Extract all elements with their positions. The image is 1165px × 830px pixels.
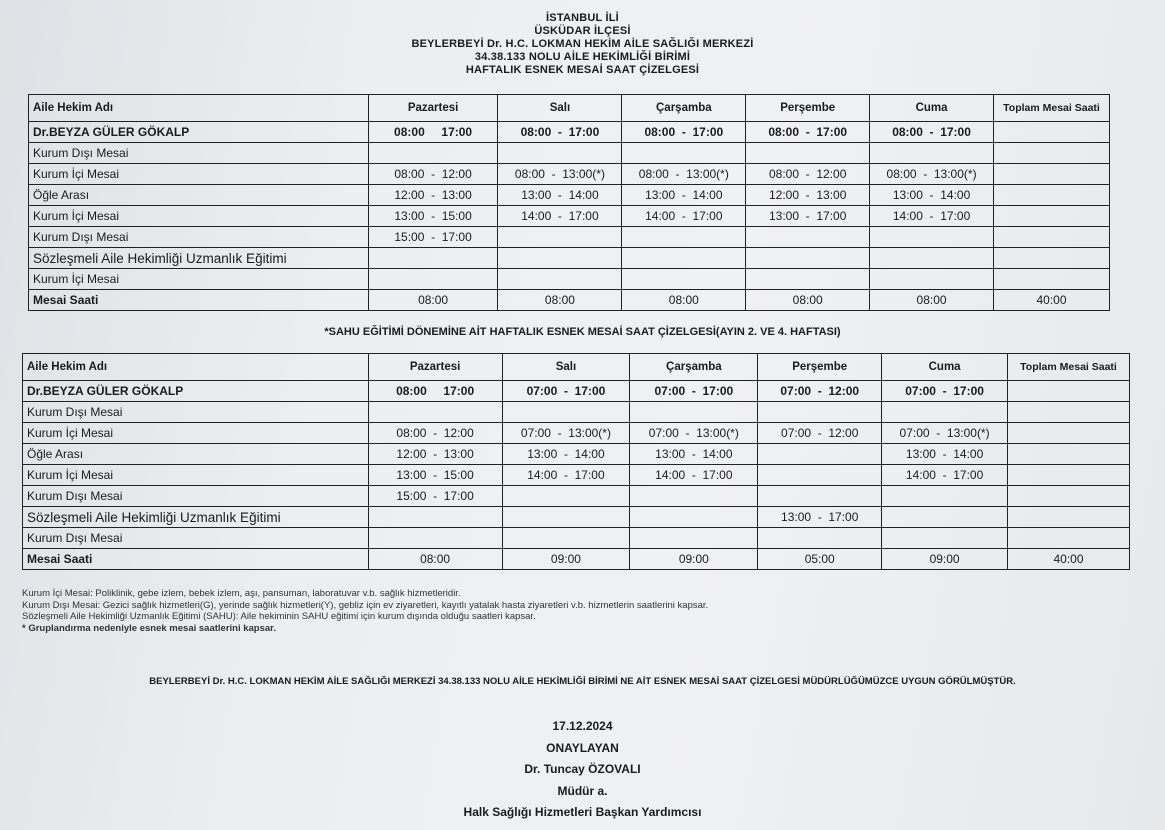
table-cell — [882, 507, 1008, 528]
table-cell — [622, 143, 746, 164]
total-hours-row — [23, 549, 1130, 570]
header-center: BEYLERBEYİ Dr. H.C. LOKMAN HEKİM AİLE SAĞLIĞI MERKEZİ — [411, 38, 754, 50]
table-row — [23, 444, 1130, 465]
table-cell — [622, 227, 746, 248]
table-row — [23, 402, 1130, 423]
table-cell — [994, 206, 1110, 227]
table-cell — [882, 528, 1008, 549]
table-cell — [758, 486, 882, 507]
signatory-name: Dr. Tuncay ÖZOVALI — [524, 762, 641, 776]
table-cell: 07:00 - 12:00 — [758, 423, 882, 444]
table-cell: 08:00 17:00 — [368, 122, 498, 143]
table-cell — [630, 528, 758, 549]
column-header: Cuma — [870, 95, 994, 122]
table-row — [29, 227, 1110, 248]
table-cell: 08:00 - 12:00 — [746, 164, 870, 185]
table-cell — [870, 269, 994, 290]
table-cell — [502, 507, 630, 528]
table-cell — [870, 248, 994, 269]
row-label: Kurum İçi Mesai — [29, 164, 369, 185]
weekly-schedule-table — [28, 94, 1110, 311]
column-header: Pazartesi — [368, 354, 502, 381]
table-cell — [498, 248, 622, 269]
row-label: Öğle Arası — [23, 444, 369, 465]
table-cell: 08:00 - 17:00 — [622, 122, 746, 143]
doctor-row — [29, 122, 1110, 143]
header-district: ÜSKÜDAR İLÇESİ — [534, 25, 631, 37]
table-cell — [758, 444, 882, 465]
row-label: Kurum İçi Mesai — [23, 423, 369, 444]
table-cell — [368, 507, 502, 528]
table-row — [29, 206, 1110, 227]
row-label: Kurum Dışı Mesai — [23, 486, 369, 507]
table-cell — [994, 269, 1110, 290]
table-cell — [502, 486, 630, 507]
table-cell: 09:00 — [630, 549, 758, 570]
table-cell — [994, 248, 1110, 269]
table-cell: 14:00 - 17:00 — [622, 206, 746, 227]
table-header-row — [29, 95, 1110, 122]
table-row — [29, 164, 1110, 185]
table-cell — [1008, 465, 1130, 486]
table-cell: 08:00 - 12:00 — [368, 423, 502, 444]
table-cell — [746, 269, 870, 290]
footnotes — [22, 588, 708, 634]
table-cell: 13:00 - 14:00 — [630, 444, 758, 465]
table-cell — [1008, 486, 1130, 507]
column-header: Perşembe — [746, 95, 870, 122]
column-header: Çarşamba — [622, 95, 746, 122]
table-cell: 07:00 - 13:00(*) — [502, 423, 630, 444]
table-cell: 14:00 - 17:00 — [870, 206, 994, 227]
signature-date: 17.12.2024 — [552, 719, 613, 733]
table-cell — [498, 143, 622, 164]
table-cell: 08:00 - 17:00 — [746, 122, 870, 143]
note-sahu: Sözleşmeli Aile Hekimliği Uzmanlık Eğitimi (SAHU): Aile hekiminin SAHU eğitimi için kurum dışında olduğu saatleri kapsar. — [22, 611, 536, 622]
table-cell — [622, 248, 746, 269]
table-row — [29, 185, 1110, 206]
row-label: Kurum İçi Mesai — [29, 269, 369, 290]
table-cell: 40:00 — [1008, 549, 1130, 570]
table-cell — [1008, 381, 1130, 402]
table-cell: 13:00 - 14:00 — [622, 185, 746, 206]
row-label: Dr.BEYZA GÜLER GÖKALP — [29, 122, 369, 143]
table-cell — [368, 269, 498, 290]
column-header: Perşembe — [758, 354, 882, 381]
table-row — [23, 486, 1130, 507]
column-header: Salı — [502, 354, 630, 381]
row-label: Kurum İçi Mesai — [23, 465, 369, 486]
table-cell: 08:00 - 17:00 — [498, 122, 622, 143]
row-label: Mesai Saati — [23, 549, 369, 570]
note-internal: Kurum İçi Mesai: Poliklinik, gebe izlem, bebek izlem, aşı, pansuman, laboratuvar v.b. sağlık hizmetleridir. — [22, 588, 461, 599]
table-cell: 08:00 — [368, 290, 498, 311]
table-cell: 08:00 — [870, 290, 994, 311]
table-cell: 08:00 - 17:00 — [870, 122, 994, 143]
row-label: Dr.BEYZA GÜLER GÖKALP — [23, 381, 369, 402]
table-cell: 08:00 — [498, 290, 622, 311]
table-cell — [758, 528, 882, 549]
table-cell: 08:00 - 13:00(*) — [870, 164, 994, 185]
note-grouping: * Gruplandırma nedeniyle esnek mesai saatlerini kapsar. — [22, 622, 276, 634]
table-cell: 13:00 - 14:00 — [870, 185, 994, 206]
table-cell — [746, 143, 870, 164]
table-cell: 12:00 - 13:00 — [368, 444, 502, 465]
column-header: Pazartesi — [368, 95, 498, 122]
table-cell — [368, 143, 498, 164]
table-cell — [630, 507, 758, 528]
signatory-title: Müdür a. — [557, 783, 608, 798]
table-cell: 13:00 - 15:00 — [368, 465, 502, 486]
table-cell — [368, 528, 502, 549]
table-cell — [746, 227, 870, 248]
table-row — [29, 269, 1110, 290]
table-cell — [502, 402, 630, 423]
table-cell — [882, 486, 1008, 507]
row-label: Kurum Dışı Mesai — [23, 402, 369, 423]
table-cell: 15:00 - 17:00 — [368, 486, 502, 507]
table-cell: 40:00 — [994, 290, 1110, 311]
table-cell: 14:00 - 17:00 — [630, 465, 758, 486]
row-label: Kurum Dışı Mesai — [23, 528, 369, 549]
table-cell — [630, 486, 758, 507]
table-cell: 08:00 — [368, 549, 502, 570]
header-unit: 34.38.133 NOLU AİLE HEKİMLİĞİ BİRİMİ — [474, 51, 691, 63]
table-cell — [1008, 402, 1130, 423]
doctor-row — [23, 381, 1130, 402]
table-cell — [368, 248, 498, 269]
table-row — [23, 507, 1130, 528]
table-cell: 13:00 - 17:00 — [746, 206, 870, 227]
table-cell: 14:00 - 17:00 — [498, 206, 622, 227]
signatory-position: Halk Sağlığı Hizmetleri Başkan Yardımcısı — [463, 805, 702, 819]
table-cell: 12:00 - 13:00 — [746, 185, 870, 206]
table-cell: 13:00 - 15:00 — [368, 206, 498, 227]
table-cell — [994, 185, 1110, 206]
header-province: İSTANBUL İLİ — [546, 12, 619, 24]
table-row — [23, 528, 1130, 549]
table-cell — [758, 465, 882, 486]
table-cell: 08:00 — [622, 290, 746, 311]
table-cell — [758, 402, 882, 423]
signature-block — [0, 716, 1165, 824]
table-cell — [1008, 507, 1130, 528]
approval-statement: BEYLERBEYİ Dr. H.C. LOKMAN HEKİM AİLE SAĞLIĞI MERKEZİ 34.38.133 NOLU AİLE HEKİMLİĞİ BİRİMİ NE AİT ESNEK MESAİ SAAT ÇİZELGESİ MÜDÜRLÜĞÜMÜZCE UYGUN GÖRÜLMÜŞTÜR. — [149, 676, 1016, 687]
table-cell: 07:00 - 17:00 — [630, 381, 758, 402]
sahu-schedule-title: *SAHU EĞİTİMİ DÖNEMİNE AİT HAFTALIK ESNEK MESAİ SAAT ÇİZELGESİ(AYIN 2. VE 4. HAFTASI) — [324, 326, 841, 338]
table-cell — [746, 248, 870, 269]
table-row — [29, 248, 1110, 269]
table-cell — [502, 528, 630, 549]
table-cell: 15:00 - 17:00 — [368, 227, 498, 248]
row-label: Sözleşmeli Aile Hekimliği Uzmanlık Eğitimi — [23, 507, 369, 528]
table-row — [23, 465, 1130, 486]
table-cell: 05:00 — [758, 549, 882, 570]
table-cell — [368, 402, 502, 423]
table-cell: 07:00 - 13:00(*) — [630, 423, 758, 444]
table-cell — [498, 227, 622, 248]
column-header: Aile Hekim Adı — [29, 95, 369, 122]
table-cell — [1008, 423, 1130, 444]
note-external: Kurum Dışı Mesai: Gezici sağlık hizmetleri(G), yerinde sağlık hizmetleri(Y), gebliz için ev ziyaretleri, kayıtlı yatalak hasta ziyaretleri v.b. hizmetlerin saatlerini kapsar. — [22, 599, 709, 611]
signature-status: ONAYLAYAN — [546, 740, 619, 755]
table-cell — [870, 227, 994, 248]
row-label: Kurum İçi Mesai — [29, 206, 369, 227]
table-cell: 07:00 - 17:00 — [882, 381, 1008, 402]
table-cell: 13:00 - 17:00 — [758, 507, 882, 528]
table-cell: 14:00 - 17:00 — [502, 465, 630, 486]
table-cell: 12:00 - 13:00 — [368, 185, 498, 206]
column-header: Toplam Mesai Saati — [994, 95, 1110, 122]
table-cell: 08:00 — [746, 290, 870, 311]
table-cell — [1008, 528, 1130, 549]
column-header: Çarşamba — [630, 354, 758, 381]
table-cell — [994, 227, 1110, 248]
table-cell — [870, 143, 994, 164]
table-cell: 08:00 - 12:00 — [368, 164, 498, 185]
row-label: Kurum Dışı Mesai — [29, 143, 369, 164]
row-label: Kurum Dışı Mesai — [29, 227, 369, 248]
table-cell: 07:00 - 12:00 — [758, 381, 882, 402]
table-cell — [994, 164, 1110, 185]
table-cell: 13:00 - 14:00 — [498, 185, 622, 206]
table-cell: 07:00 - 13:00(*) — [882, 423, 1008, 444]
table-header-row — [23, 354, 1130, 381]
column-header: Toplam Mesai Saati — [1008, 354, 1130, 381]
table-cell — [994, 143, 1110, 164]
header-title: HAFTALIK ESNEK MESAİ SAAT ÇİZELGESİ — [465, 64, 700, 76]
table-cell: 09:00 — [882, 549, 1008, 570]
table-cell — [882, 402, 1008, 423]
table-cell: 08:00 - 13:00(*) — [498, 164, 622, 185]
total-hours-row — [29, 290, 1110, 311]
table-cell: 13:00 - 14:00 — [502, 444, 630, 465]
table-cell — [498, 269, 622, 290]
table-cell — [630, 402, 758, 423]
row-label: Sözleşmeli Aile Hekimliği Uzmanlık Eğitimi — [29, 248, 369, 269]
table-cell: 13:00 - 14:00 — [882, 444, 1008, 465]
table-row — [23, 423, 1130, 444]
table-cell: 08:00 17:00 — [368, 381, 502, 402]
row-label: Mesai Saati — [29, 290, 369, 311]
sahu-schedule-table — [22, 353, 1130, 570]
column-header: Cuma — [882, 354, 1008, 381]
column-header: Salı — [498, 95, 622, 122]
column-header: Aile Hekim Adı — [23, 354, 369, 381]
document-header — [0, 12, 1165, 77]
table-row — [29, 143, 1110, 164]
table-cell: 14:00 - 17:00 — [882, 465, 1008, 486]
table-cell — [1008, 444, 1130, 465]
table-cell: 08:00 - 13:00(*) — [622, 164, 746, 185]
table-cell: 09:00 — [502, 549, 630, 570]
row-label: Öğle Arası — [29, 185, 369, 206]
table-cell — [622, 269, 746, 290]
table-cell: 07:00 - 17:00 — [502, 381, 630, 402]
table-cell — [994, 122, 1110, 143]
